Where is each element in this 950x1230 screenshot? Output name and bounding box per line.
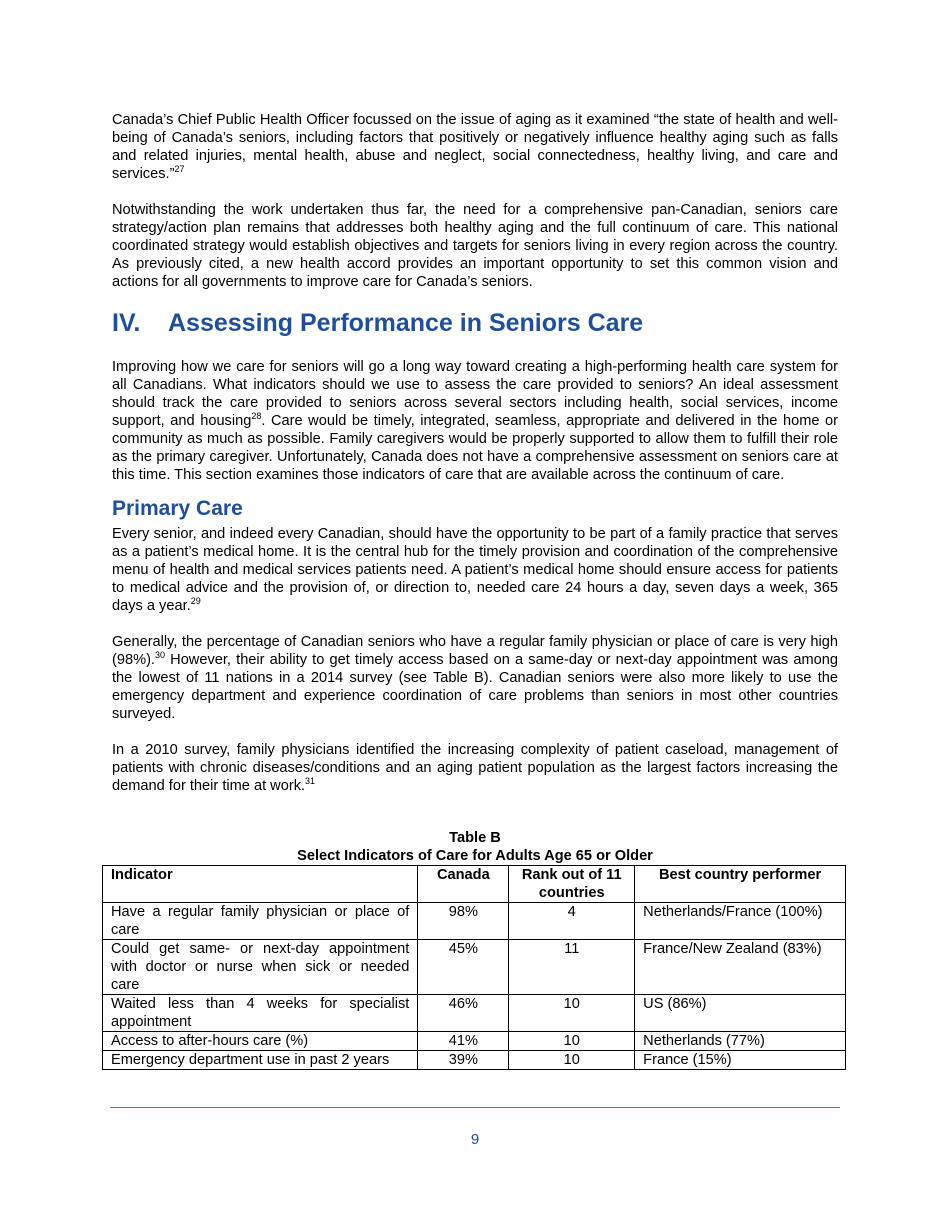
cell-indicator: Emergency department use in past 2 years (103, 1051, 418, 1070)
footnote-ref: 29 (190, 596, 201, 606)
cell-rank: 10 (509, 1051, 635, 1070)
header-rank: Rank out of 11 countries (509, 866, 635, 903)
table-header-row (103, 866, 846, 903)
footnote-ref: 31 (305, 776, 316, 786)
paragraph-family-physician: Generally, the percentage of Canadian seniors who have a regular family physician or place of care is very high (98%).$^{30}$ However, their ability to get timely access based on a same-day or next-day appointment was among the lowest of 11 nations in a 2014 survey (see Table B). Canadian seniors were also more likely to use the emergency department and experience coordination of care problems than seniors in most other countries surveyed. (112, 634, 838, 722)
cell-indicator: Waited less than 4 weeks for specialist appointment (103, 995, 418, 1032)
paragraph-cpho: Canada’s Chief Public Health Officer focussed on the issue of aging as it examined “the state of health and well-being of Canada’s seniors, including factors that positively or negatively influence healthy aging such as falls and related injuries, mental health, abuse and neglect, social connectedness, healthy living, and care and services.”$^{27}$ (112, 112, 838, 182)
cell-rank: 11 (509, 940, 635, 995)
cell-rank: 10 (509, 995, 635, 1032)
cell-canada: 39% (418, 1051, 509, 1070)
cell-best-performer: France/New Zealand (83%) (635, 940, 846, 995)
paragraph-medical-home: Every senior, and indeed every Canadian, should have the opportunity to be part of a family practice that serves as a patient’s medical home. It is the central hub for the timely provision and coordination of the comprehensive menu of health and medical services patients need. A patient’s medical home should ensure access for patients to medical advice and the provision of, or direction to, needed care 24 hours a day, seven days a week, 365 days a year.$^{29}$ (112, 526, 838, 614)
cell-best-performer: Netherlands (77%) (635, 1032, 846, 1051)
footnote-ref: 27 (174, 164, 185, 174)
table-row (103, 995, 846, 1032)
cell-canada: 46% (418, 995, 509, 1032)
indicators-table (102, 865, 846, 1070)
table-row (103, 1051, 846, 1070)
cell-canada: 41% (418, 1032, 509, 1051)
cell-indicator: Access to after-hours care (%) (103, 1032, 418, 1051)
paragraph-improving: Improving how we care for seniors will go a long way toward creating a high-performing health care system for all Canadians. What indicators should we use to assess the care provided to seniors? An ideal assessment should track the care provided to seniors across several sectors including health, social services, income support, and housing$^{28}$. Care would be timely, integrated, seamless, appropriate and delivered in the home or community as much as possible. Family caregivers would be properly supported to allow them to fulfill their role as the primary caregiver. Unfortunately, Canada does not have a comprehensive assessment on seniors care at this time. This section examines those indicators of care that are available across the continuum of care. (112, 359, 839, 483)
cell-indicator: Have a regular family physician or place of care (103, 903, 418, 940)
paragraph-strategy: Notwithstanding the work undertaken thus far, the need for a comprehensive pan-Canadian, seniors care strategy/action plan remains that addresses both healthy aging and the full continuum of care. This national coordinated strategy would establish objectives and targets for seniors living in every region across the country. As previously cited, a new health accord provides an important opportunity to set this common vision and actions for all governments to improve care for Canada’s seniors. (112, 202, 838, 290)
page-number: 9 (470, 1131, 480, 1148)
cell-best-performer: France (15%) (635, 1051, 846, 1070)
header-indicator: Indicator (103, 866, 418, 903)
document-body (112, 111, 838, 795)
cell-rank: 4 (509, 903, 635, 940)
table-title: Select Indicators of Care for Adults Age 65 or Older (297, 848, 653, 864)
subsection-heading: Primary Care (112, 497, 243, 520)
header-best-performer: Best country performer (635, 866, 846, 903)
footer-divider (110, 1107, 840, 1108)
table-row (103, 903, 846, 940)
header-canada: Canada (418, 866, 509, 903)
cell-canada: 45% (418, 940, 509, 995)
cell-best-performer: US (86%) (635, 995, 846, 1032)
cell-indicator: Could get same- or next-day appointment with doctor or nurse when sick or needed care (103, 940, 418, 995)
table-row (103, 1032, 846, 1051)
cell-canada: 98% (418, 903, 509, 940)
section-heading: IV. Assessing Performance in Seniors Care (112, 309, 644, 337)
footnote-ref: 30 (154, 650, 165, 660)
paragraph-2010-survey: In a 2010 survey, family physicians identified the increasing complexity of patient caseload, management of patients with chronic diseases/conditions and an aging patient population as the largest factors increasing the demand for their time at work.$^{31}$ (112, 742, 838, 794)
cell-best-performer: Netherlands/France (100%) (635, 903, 846, 940)
footnote-ref: 28 (251, 411, 262, 421)
table-row (103, 940, 846, 995)
table-label: Table B (449, 830, 501, 846)
cell-rank: 10 (509, 1032, 635, 1051)
